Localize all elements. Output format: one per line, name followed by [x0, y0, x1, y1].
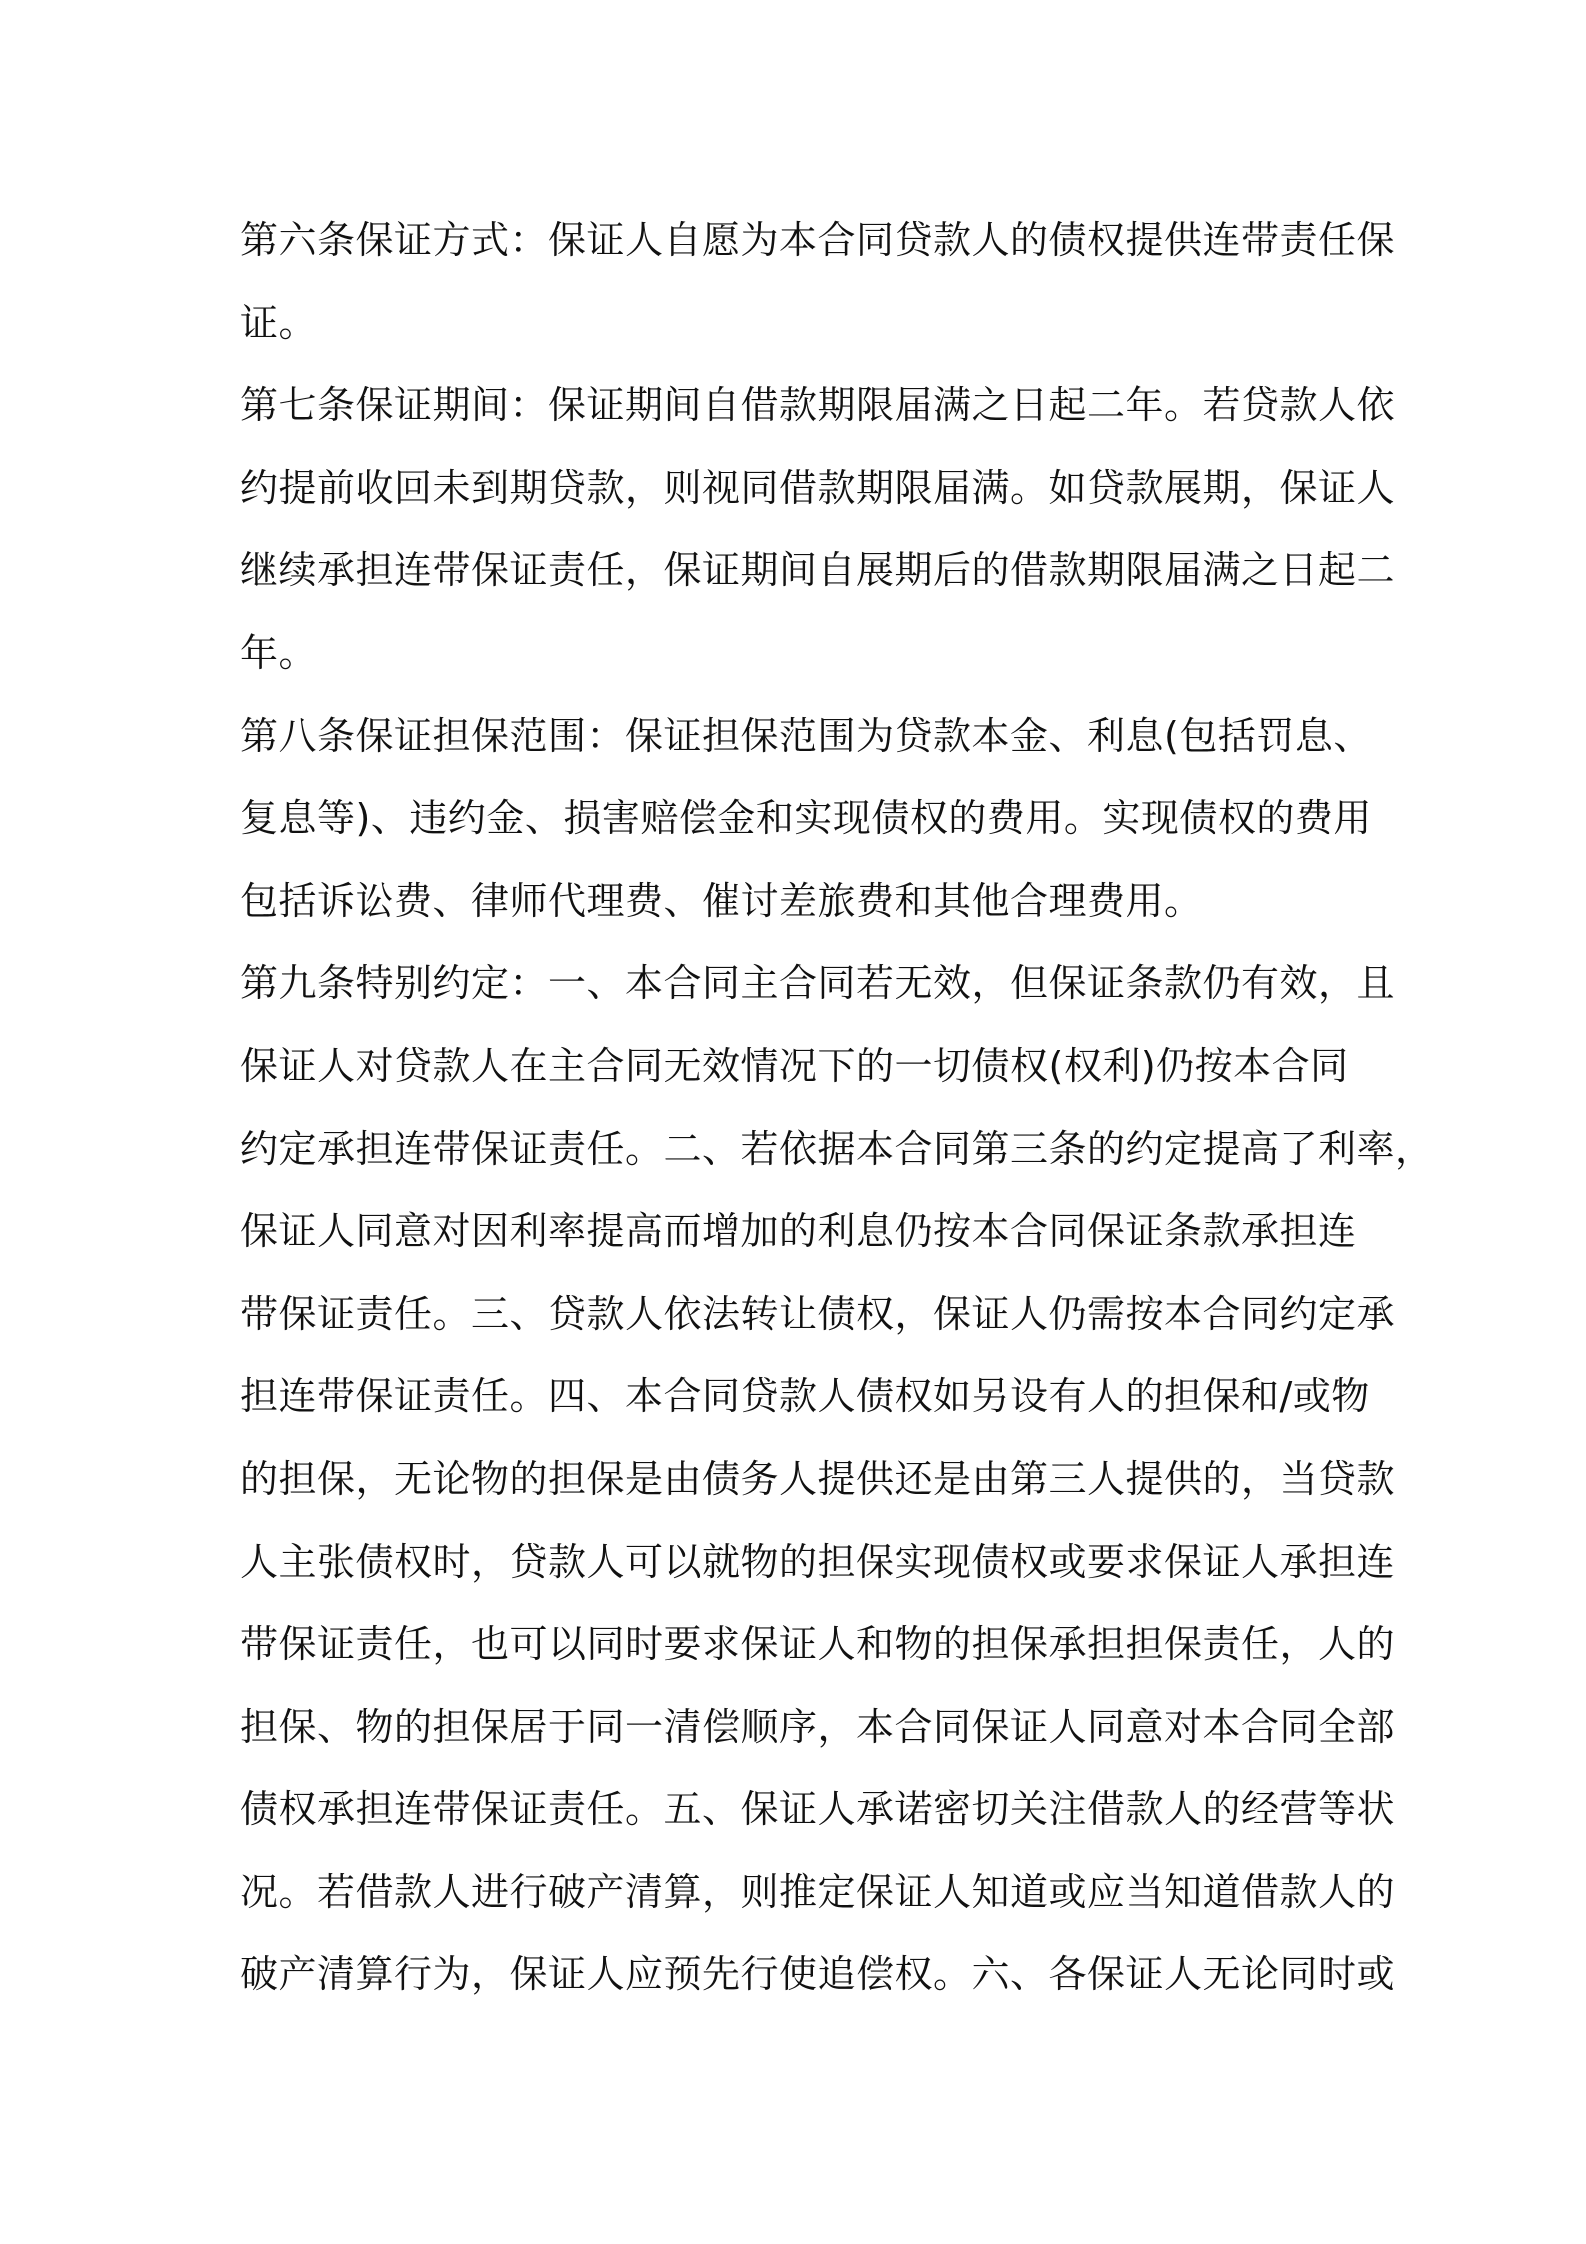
text-line: 保证人对贷款人在主合同无效情况下的一切债权(权利)仍按本合同	[240, 1043, 1349, 1088]
text-line: 保证人同意对因利率提高而增加的利息仍按本合同保证条款承担连	[240, 1209, 1357, 1254]
text-line: 第八条保证担保范围：保证担保范围为贷款本金、利息(包括罚息、	[240, 713, 1372, 758]
text-line: 人主张债权时，贷款人可以就物的担保实现债权或要求保证人承担连	[240, 1539, 1396, 1584]
text-line: 带保证责任。三、贷款人依法转让债权，保证人仍需按本合同约定承	[240, 1291, 1396, 1336]
text-line: 况。若借款人进行破产清算，则推定保证人知道或应当知道借款人的	[240, 1869, 1396, 1914]
text-line: 第七条保证期间：保证期间自借款期限届满之日起二年。若贷款人依	[240, 383, 1396, 428]
text-line: 包括诉讼费、律师代理费、催讨差旅费和其他合理费用。	[240, 878, 1203, 923]
text-line: 第六条保证方式：保证人自愿为本合同贷款人的债权提供连带责任保	[240, 218, 1396, 262]
document-body	[240, 199, 1434, 2016]
text-line: 年。	[240, 630, 318, 675]
text-line: 证。	[240, 300, 318, 345]
text-line: 约定承担连带保证责任。二、若依据本合同第三条的约定提高了利率，	[240, 1126, 1434, 1171]
text-line: 约提前收回未到期贷款，则视同借款期限届满。如贷款展期，保证人	[240, 465, 1396, 510]
text-line: 第九条特别约定：一、本合同主合同若无效，但保证条款仍有效，且	[240, 961, 1396, 1006]
text-line: 担连带保证责任。四、本合同贷款人债权如另设有人的担保和/或物	[240, 1374, 1370, 1419]
text-line: 破产清算行为，保证人应预先行使追偿权。六、各保证人无论同时或	[240, 1952, 1396, 1997]
text-line: 的担保，无论物的担保是由债务人提供还是由第三人提供的，当贷款	[240, 1456, 1396, 1501]
text-line: 继续承担连带保证责任，保证期间自展期后的借款期限届满之日起二	[240, 548, 1396, 593]
text-line: 复息等)、违约金、损害赔偿金和实现债权的费用。实现债权的费用	[240, 796, 1372, 841]
text-line: 债权承担连带保证责任。五、保证人承诺密切关注借款人的经营等状	[240, 1787, 1396, 1832]
text-line: 带保证责任，也可以同时要求保证人和物的担保承担担保责任，人的	[240, 1622, 1396, 1667]
text-line: 担保、物的担保居于同一清偿顺序，本合同保证人同意对本合同全部	[240, 1704, 1396, 1749]
